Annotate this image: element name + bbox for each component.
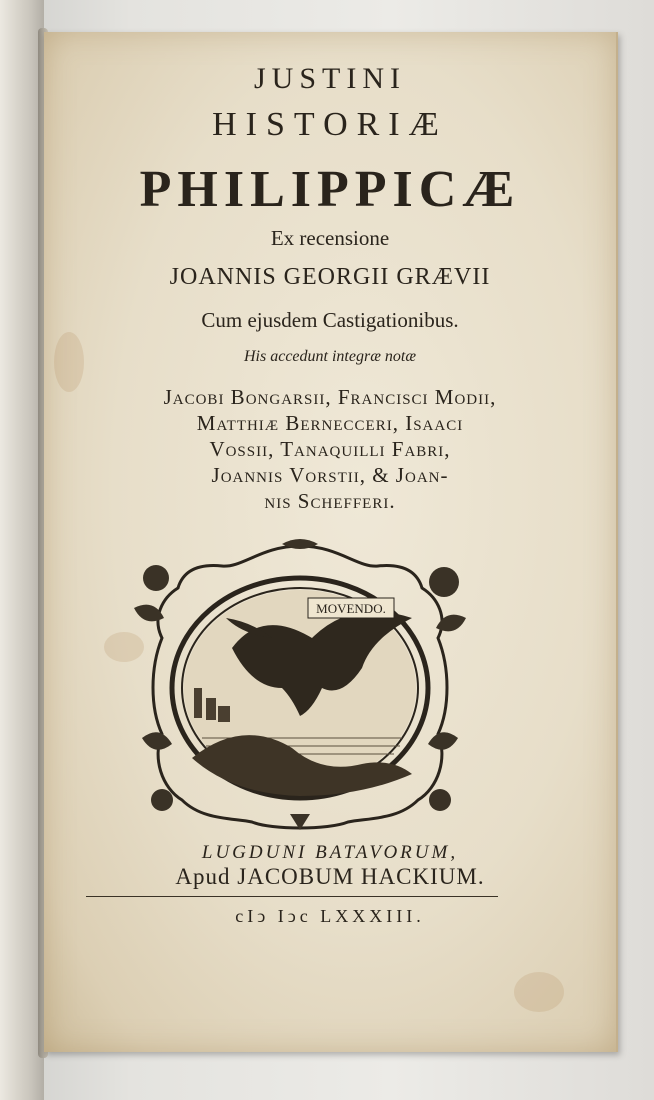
names-line: Jacobi Bongarsii, Francisci Modii,	[163, 385, 497, 409]
names-line: nis Schefferi.	[264, 489, 396, 513]
imprint-city: LUGDUNI BATAVORUM,	[201, 842, 459, 863]
names-line: Joannis Vorstii, & Joan-	[211, 463, 449, 487]
emblem-motto: MOVENDO.	[316, 601, 386, 616]
imprint-year: cIↄ Iↄc LXXXIII.	[235, 906, 425, 926]
imprint-divider	[86, 896, 498, 897]
commentator-names	[44, 384, 616, 514]
subtitle-recensione: Ex recensione	[270, 226, 390, 250]
title-page	[44, 32, 618, 1052]
names-line: Matthiæ Bernecceri, Isaaci	[196, 411, 464, 435]
title-line-historiae: HISTORIÆ	[212, 106, 448, 143]
editor-name: JOANNIS GEORGII GRÆVII	[169, 264, 491, 290]
printers-device-eagle-emblem	[122, 538, 478, 834]
accedunt-line: His accedunt integræ notæ	[244, 348, 416, 365]
names-line: Vossii, Tanaquilli Fabri,	[209, 437, 451, 461]
author-name: JUSTINI	[254, 62, 406, 95]
imprint-publisher: Apud JACOBUM HACKIUM.	[175, 864, 485, 889]
foxing-spot	[514, 972, 564, 1012]
castigationibus-line: Cum ejusdem Castigationibus.	[201, 308, 459, 332]
title-line-philippicae: PHILIPPICÆ	[139, 161, 521, 218]
